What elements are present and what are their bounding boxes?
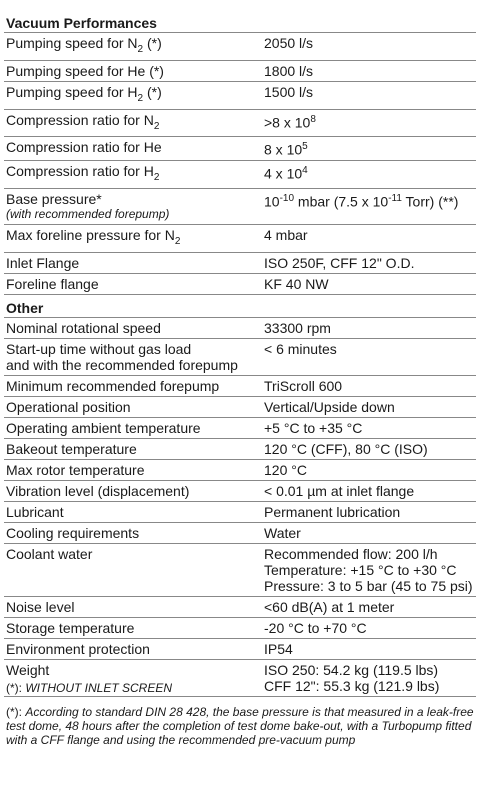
table-row (4, 188, 476, 224)
value-cell: -20 °C to +70 °C (258, 617, 476, 638)
table-row (4, 596, 476, 617)
value-cell: Vertical/Upside down (258, 396, 476, 417)
value-cell: 1800 l/s (258, 60, 476, 81)
value-cell: < 6 minutes (258, 338, 476, 375)
footnote-inlet-screen: (*): WITHOUT INLET SCREEN (6, 681, 173, 695)
value-cell: +5 °C to +35 °C (258, 417, 476, 438)
value-cell: >8 x $10^8$ (258, 109, 476, 137)
value-cell: 120 °C (258, 459, 476, 480)
param-cell: Weight (4, 659, 258, 696)
param-cell: Compression ratio for He (4, 137, 258, 161)
table-row (4, 480, 476, 501)
section-heading-other: Other (4, 297, 476, 318)
table-row (4, 459, 476, 480)
table-row (4, 638, 476, 659)
param-cell: Cooling requirements (4, 522, 258, 543)
table-row (4, 109, 476, 137)
table-row (4, 375, 476, 396)
value-cell: ISO 250F, CFF 12" O.D. (258, 252, 476, 273)
table-row (4, 522, 476, 543)
other-specs-table (4, 318, 476, 697)
param-cell: Operational position (4, 396, 258, 417)
param-cell: Compression ratio for $H_2$ (4, 161, 258, 189)
value-cell: < 0.01 µm at inlet flange (258, 480, 476, 501)
param-cell: Bakeout temperature (4, 438, 258, 459)
value-cell: 1500 l/s (258, 81, 476, 109)
section-heading-vacuum-performances: Vacuum Performances (4, 12, 476, 33)
table-row (4, 252, 476, 273)
value-cell: 8 x $10^5$ (258, 137, 476, 161)
param-cell: Nominal rotational speed (4, 318, 258, 339)
footnote-base-pressure: (*): According to standard DIN 28 428, the base pressure is that measured in a leak-free test dome, 48 hours after the completion of test dome bake-out, with a Turbopump fitted with a CFF flange and using the recommended pre-vacuum pump (6, 705, 474, 747)
param-cell: Pumping speed for He (*) (4, 60, 258, 81)
table-row (4, 318, 476, 339)
value-cell: TriScroll 600 (258, 375, 476, 396)
value-cell: Recommended flow: 200 l/h Temperature: +15 °C to +30 °C Pressure: 3 to 5 bar (45 to 75 psi) (258, 543, 476, 596)
table-row (4, 543, 476, 596)
table-row (4, 438, 476, 459)
param-cell: Inlet Flange (4, 252, 258, 273)
value-cell: Water (258, 522, 476, 543)
table-row (4, 60, 476, 81)
table-row (4, 161, 476, 189)
table-row (4, 617, 476, 638)
table-row (4, 137, 476, 161)
value-cell: 2050 l/s (258, 33, 476, 60)
param-cell: Coolant water (4, 543, 258, 596)
table-row (4, 273, 476, 294)
value-cell: 4 x $10^4$ (258, 161, 476, 189)
table-row (4, 417, 476, 438)
table-row (4, 338, 476, 375)
param-cell: Compression ratio for $N_2$ (4, 109, 258, 137)
value-cell: 4 mbar (258, 224, 476, 252)
table-row (4, 81, 476, 109)
table-row (4, 33, 476, 60)
param-note: (with recommended forepump) (6, 206, 170, 221)
param-cell: Start-up time without gas load and with the recommended forepump (4, 338, 258, 375)
param-cell: Vibration level (displacement) (4, 480, 258, 501)
param-cell: Operating ambient temperature (4, 417, 258, 438)
param-cell: Environment protection (4, 638, 258, 659)
table-row (4, 224, 476, 252)
value-cell: 33300 rpm (258, 318, 476, 339)
table-row (4, 501, 476, 522)
param-cell: Lubricant (4, 501, 258, 522)
param-cell: Max rotor temperature (4, 459, 258, 480)
value-cell: IP54 (258, 638, 476, 659)
spec-sheet (4, 12, 476, 697)
param-cell: Foreline flange (4, 273, 258, 294)
value-cell: $10^{-10}$ mbar (7.5 x $10^{-11}$ Torr) (**) (258, 188, 476, 224)
value-cell: 120 °C (CFF), 80 °C (ISO) (258, 438, 476, 459)
vacuum-performances-table (4, 33, 476, 295)
value-cell: KF 40 NW (258, 273, 476, 294)
param-cell: Max foreline pressure for $N_2$ (4, 224, 258, 252)
value-cell: <60 dB(A) at 1 meter (258, 596, 476, 617)
param-cell: Pumping speed for $H_2$ (*) (4, 81, 258, 109)
param-cell: Minimum recommended forepump (4, 375, 258, 396)
param-cell: Noise level (4, 596, 258, 617)
value-cell: ISO 250: 54.2 kg (119.5 lbs) CFF 12": 55.3 kg (121.9 lbs) (258, 659, 476, 696)
value-cell: Permanent lubrication (258, 501, 476, 522)
param-cell: Pumping speed for $N_2$ (*) (4, 33, 258, 60)
param-cell: Storage temperature (4, 617, 258, 638)
table-row (4, 396, 476, 417)
param-cell: Base pressure* (with recommended forepump) (4, 188, 258, 224)
